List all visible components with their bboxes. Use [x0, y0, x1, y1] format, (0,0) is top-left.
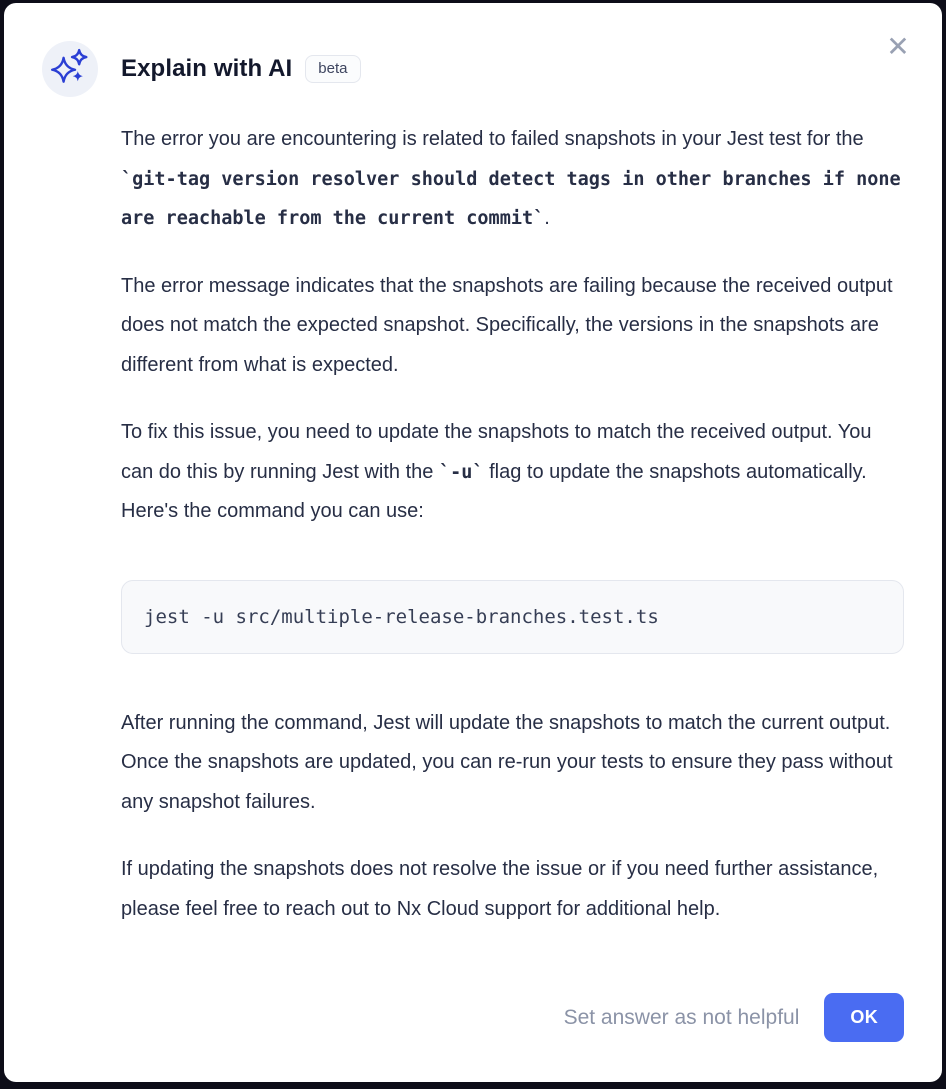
- paragraph-text: The error you are encountering is related to failed snapshots in your Jest test for the: [121, 128, 864, 150]
- answer-paragraph-4: After running the command, Jest will update the snapshots to match the current output. Once the snapshots are updated, you can re-run your tests to ensure they pass without any snapshot failures.: [121, 711, 893, 813]
- answer-paragraph-3: [121, 413, 904, 532]
- ai-answer-content: [121, 120, 904, 929]
- paragraph-text: To fix this issue, you need to update the snapshots to match the received output. You can do this by running Jest with the: [121, 421, 872, 483]
- ai-icon-circle: [42, 41, 98, 97]
- close-icon[interactable]: ✕: [880, 29, 916, 65]
- set-answer-not-helpful-link[interactable]: Set answer as not helpful: [563, 1005, 800, 1029]
- explain-with-ai-modal: [4, 3, 942, 1082]
- answer-paragraph-5: If updating the snapshots does not resolve the issue or if you need further assistance, please feel free to reach out to Nx Cloud support for additional help.: [121, 858, 879, 920]
- modal-title: Explain with AI: [121, 55, 293, 82]
- command-code-block: jest -u src/multiple-release-branches.test.ts: [121, 580, 904, 654]
- inline-code-test-name: `git-tag version resolver should detect tags in other branches if none are reachable from the current commit`: [121, 168, 901, 229]
- sparkles-icon: [48, 45, 92, 94]
- paragraph-text: flag to update the snapshots automatically. Here's the command you can use:: [121, 460, 867, 522]
- ok-button[interactable]: OK: [824, 993, 904, 1042]
- answer-paragraph-2: The error message indicates that the snapshots are failing because the received output does not match the expected snapshot. Specifically, the versions in the snapshots are different from what is expected.: [121, 274, 893, 376]
- paragraph-text: .: [544, 207, 550, 229]
- modal-footer: [121, 993, 904, 1042]
- modal-header: [42, 31, 910, 97]
- beta-badge: beta: [305, 55, 360, 83]
- inline-code-u-flag: `-u`: [438, 461, 484, 483]
- answer-paragraph-1: [121, 120, 904, 239]
